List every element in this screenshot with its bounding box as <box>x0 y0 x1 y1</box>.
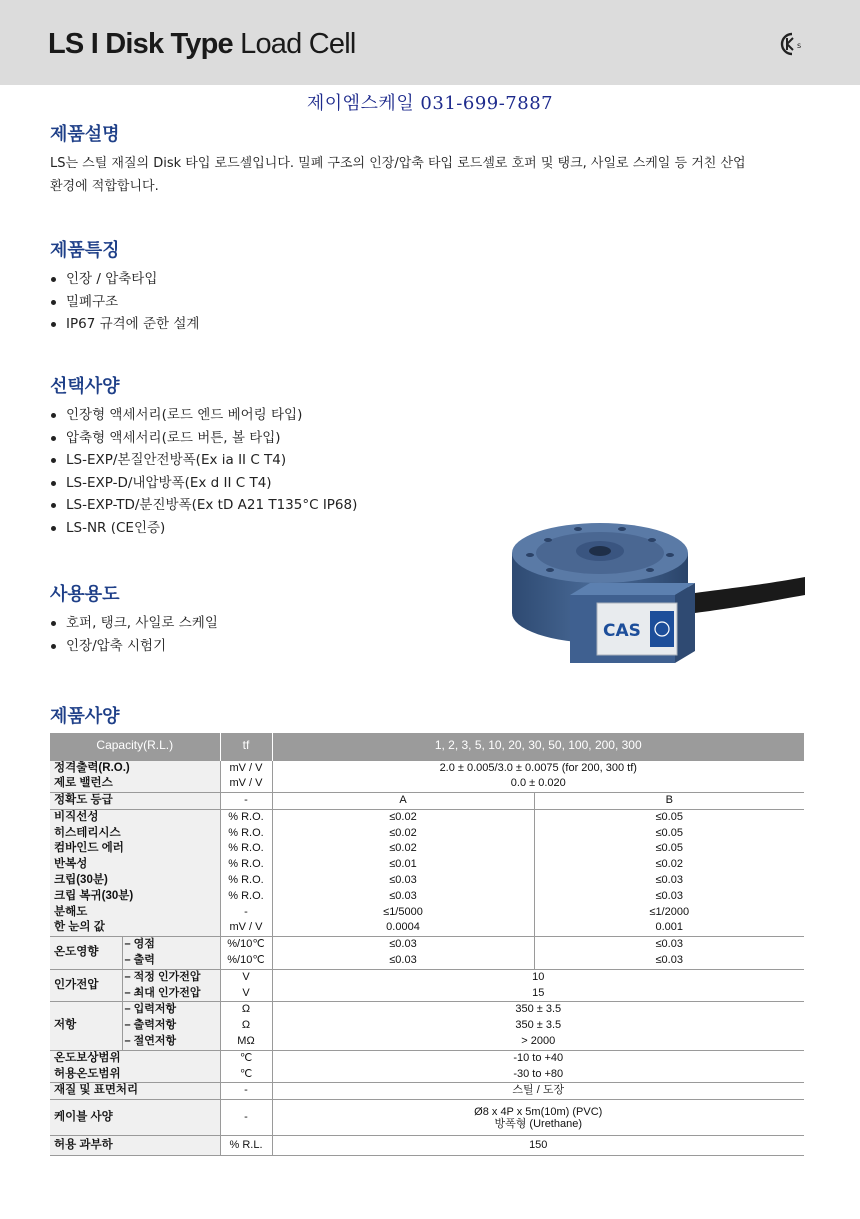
value-cell: ≤0.02 <box>389 842 417 855</box>
ro-items <box>50 760 220 793</box>
sub-label: – 출력저항 <box>124 1019 177 1032</box>
row-label: 온도보상범위 <box>54 1051 121 1064</box>
row-label: 제로 밸런스 <box>54 777 113 790</box>
sub-label: – 입력저항 <box>124 1003 177 1016</box>
product-brand-label: CAS <box>603 621 641 641</box>
temp-a <box>272 937 534 970</box>
table-row <box>50 1100 804 1136</box>
unit-cell: - <box>220 1083 272 1100</box>
row-label: 인가전압 <box>50 969 122 1002</box>
unit-cell: - <box>220 793 272 810</box>
sub-label: – 절연저항 <box>124 1035 177 1048</box>
ro-units <box>220 760 272 793</box>
unit-cell: V <box>242 986 250 999</box>
value-cell: ≤1/5000 <box>383 905 423 918</box>
specs-title: 제품사양 <box>50 706 120 727</box>
table-row <box>50 1050 804 1083</box>
title-regular: Load Cell <box>232 28 356 60</box>
contact-line: 제이엠스케일 031-699-7887 <box>306 93 554 114</box>
row-label: 히스테리시스 <box>54 826 121 839</box>
unit-cell: % R.O. <box>228 810 264 823</box>
row-label: 크립(30분) <box>54 874 108 887</box>
temp-range-items <box>50 1050 220 1083</box>
spec-header-row <box>50 733 804 760</box>
row-label: 저항 <box>50 1002 122 1050</box>
value-cell: ≤0.05 <box>655 842 683 855</box>
unit-cell: - <box>244 905 248 918</box>
unit-cell: % R.O. <box>228 874 264 887</box>
value-cell: ≤0.02 <box>389 826 417 839</box>
unit-cell: ℃ <box>239 1051 253 1064</box>
table-row <box>50 1083 804 1100</box>
ro-values <box>272 760 804 793</box>
sub-label: – 출력 <box>124 954 155 967</box>
row-label: 한 눈의 값 <box>54 921 105 934</box>
resistance-values <box>272 1002 804 1050</box>
usage-section <box>50 580 218 657</box>
row-label: 허용온도범위 <box>54 1067 121 1080</box>
value-cell: 15 <box>532 986 545 999</box>
sub-label: – 영점 <box>124 938 155 951</box>
cable-values <box>272 1100 804 1136</box>
table-row <box>50 809 804 936</box>
unit-cell: ℃ <box>239 1067 253 1080</box>
row-label: 크립 복귀(30분) <box>54 889 134 902</box>
table-row <box>50 1002 804 1050</box>
row-label: 재질 및 표면처리 <box>50 1083 220 1100</box>
title-bold: LS I Disk Type <box>48 28 233 60</box>
temp-b <box>534 937 804 970</box>
list-item: LS-EXP/본질안전방폭(Ex ia II C T4) <box>50 449 357 472</box>
row-label: 온도영향 <box>50 937 122 970</box>
value-cell: 스틸 / 도장 <box>272 1083 804 1100</box>
list-item: LS-EXP-TD/분진방폭(Ex tD A21 T135°C IP68) <box>50 494 357 517</box>
perf-a-values <box>272 809 534 936</box>
unit-cell: % R.O. <box>228 858 264 871</box>
usage-title: 사용용도 <box>50 584 120 605</box>
list-item: 압축형 액세서리(로드 버튼, 볼 타입) <box>50 427 357 450</box>
page-header <box>0 0 860 85</box>
excitation-subs <box>122 969 220 1002</box>
value-cell: -30 to +80 <box>513 1067 564 1080</box>
unit-cell: %/10℃ <box>227 938 265 951</box>
value-cell: ≤0.05 <box>655 810 683 823</box>
row-label: 반복성 <box>54 858 88 871</box>
unit-cell: V <box>242 970 250 983</box>
value-cell: ≤0.03 <box>389 938 417 951</box>
unit-cell: mV / V <box>229 777 263 790</box>
value-cell: ≤1/2000 <box>649 905 690 918</box>
temp-subs <box>122 937 220 970</box>
row-label: 컴바인드 에러 <box>54 842 124 855</box>
value-cell: 10 <box>532 970 545 983</box>
value-cell: 150 <box>272 1136 804 1156</box>
value-cell: > 2000 <box>521 1035 556 1048</box>
unit-cell: - <box>220 1100 272 1136</box>
sub-label: – 적정 인가전압 <box>124 970 201 983</box>
value-cell: ≤0.02 <box>389 810 417 823</box>
list-item: LS-NR (CE인증) <box>50 517 357 540</box>
unit-cell: Ω <box>241 1003 251 1016</box>
value-cell: ≤0.03 <box>389 874 417 887</box>
description-section <box>50 120 750 198</box>
value-cell: 2.0 ± 0.005/3.0 ± 0.0075 (for 200, 300 tf) <box>439 761 637 774</box>
table-row <box>50 760 804 793</box>
options-list <box>50 404 357 540</box>
row-label: 분해도 <box>54 905 88 918</box>
value-cell: ≤0.03 <box>389 889 417 902</box>
value-cell: ≤0.03 <box>389 954 417 967</box>
unit-cell: Ω <box>241 1019 251 1032</box>
row-label: 비직선성 <box>54 810 99 823</box>
row-label: 케이블 사양 <box>50 1100 220 1136</box>
header-unit: tf <box>220 733 272 760</box>
value-cell: ≤0.01 <box>389 858 417 871</box>
table-row <box>50 793 804 810</box>
value-cell: ≤0.03 <box>655 889 683 902</box>
unit-cell: % R.O. <box>228 889 264 902</box>
sub-label: – 최대 인가전압 <box>124 986 201 999</box>
value-cell: -10 to +40 <box>513 1051 564 1064</box>
specs-section <box>50 702 120 734</box>
grade-a: A <box>272 793 534 810</box>
description-text: LS는 스틸 재질의 Disk 타입 로드셀입니다. 밀폐 구조의 인장/압축 타입 로드셀로 호퍼 및 탱크, 사일로 스케일 등 거친 산업 환경에 적합합니다. <box>50 156 746 194</box>
perf-items <box>50 809 220 936</box>
list-item: 호퍼, 탱크, 사일로 스케일 <box>50 612 218 635</box>
value-cell: ≤0.03 <box>655 938 683 951</box>
options-title: 선택사양 <box>50 376 120 397</box>
resistance-units <box>220 1002 272 1050</box>
features-list <box>50 268 199 336</box>
list-item: 인장 / 압축타입 <box>50 268 199 291</box>
features-section <box>50 236 199 336</box>
value-cell: 0.0 ± 0.020 <box>510 777 566 790</box>
svg-text:s: s <box>797 41 802 50</box>
header-capacity: Capacity(R.L.) <box>50 733 220 760</box>
row-label: 정확도 등급 <box>50 793 220 810</box>
value-cell: ≤0.03 <box>655 954 683 967</box>
excitation-values <box>272 969 804 1002</box>
unit-cell: % R.O. <box>228 826 264 839</box>
list-item: 인장형 액세서리(로드 엔드 베어링 타입) <box>50 404 357 427</box>
table-row <box>50 1136 804 1156</box>
load-cell-product-image <box>500 515 810 675</box>
perf-b-values <box>534 809 804 936</box>
row-label: 정격출력(R.O.) <box>54 761 130 774</box>
resistance-subs <box>122 1002 220 1050</box>
list-item: 인장/압축 시험기 <box>50 635 218 658</box>
value-cell: Ø8 x 4P x 5m(10m) (PVC) <box>474 1105 603 1118</box>
options-section <box>50 372 357 540</box>
value-cell: ≤0.02 <box>655 858 683 871</box>
kc-certification-icon <box>778 30 806 58</box>
unit-cell: %/10℃ <box>227 954 265 967</box>
unit-cell: mV / V <box>229 921 263 934</box>
usage-list <box>50 612 218 657</box>
temp-units <box>220 937 272 970</box>
unit-cell: % R.O. <box>228 842 264 855</box>
unit-cell: mV / V <box>229 761 263 774</box>
features-title: 제품특징 <box>50 240 120 261</box>
list-item: LS-EXP-D/내압방폭(Ex d II C T4) <box>50 472 357 495</box>
unit-cell: MΩ <box>237 1035 255 1048</box>
value-cell: 350 ± 3.5 <box>515 1019 562 1032</box>
row-label: 허용 과부하 <box>50 1136 220 1156</box>
spec-table <box>50 733 804 1156</box>
table-row <box>50 969 804 1002</box>
value-cell: 방폭형 (Urethane) <box>494 1117 582 1130</box>
grade-b: B <box>534 793 804 810</box>
table-row <box>50 937 804 970</box>
list-item: 밀폐구조 <box>50 291 199 314</box>
perf-units <box>220 809 272 936</box>
value-cell: ≤0.03 <box>655 874 683 887</box>
value-cell: 350 ± 3.5 <box>515 1003 562 1016</box>
temp-range-values <box>272 1050 804 1083</box>
description-title: 제품설명 <box>50 124 120 145</box>
temp-range-units <box>220 1050 272 1083</box>
unit-cell: % R.L. <box>220 1136 272 1156</box>
header-value: 1, 2, 3, 5, 10, 20, 30, 50, 100, 200, 300 <box>272 733 804 760</box>
list-item: IP67 규격에 준한 설계 <box>50 313 199 336</box>
value-cell: ≤0.05 <box>655 826 683 839</box>
page-title <box>48 28 355 61</box>
value-cell: 0.001 <box>655 921 684 934</box>
value-cell: 0.0004 <box>386 921 420 934</box>
excitation-units <box>220 969 272 1002</box>
